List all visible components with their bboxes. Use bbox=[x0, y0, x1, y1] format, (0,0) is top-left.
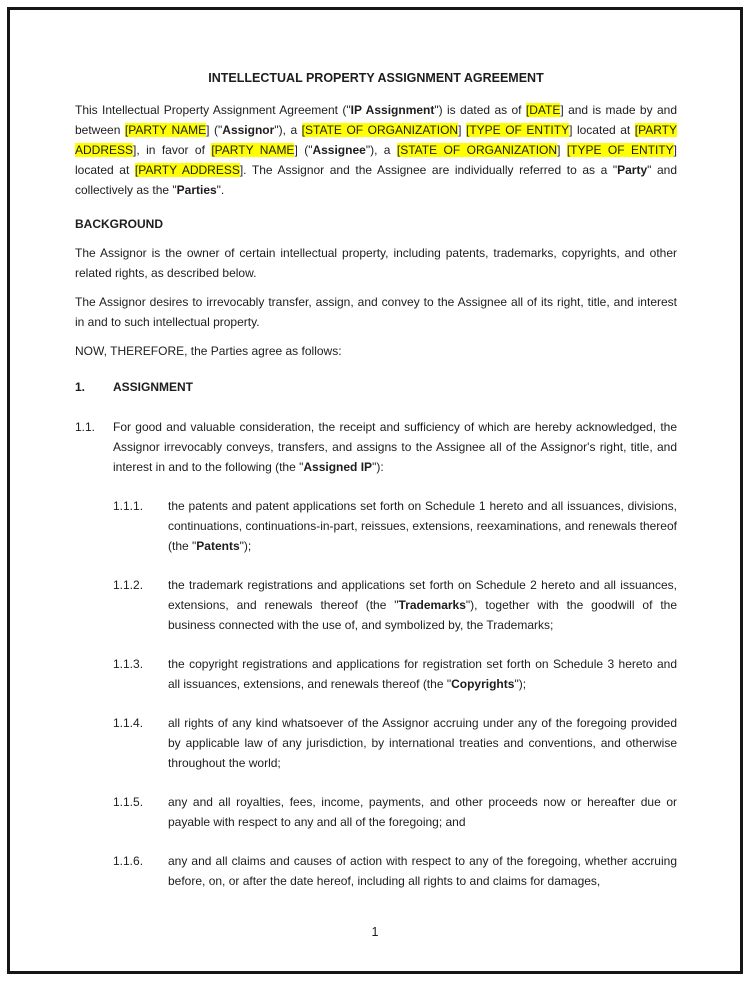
clause-text bbox=[168, 496, 677, 556]
numbered-clause bbox=[75, 417, 677, 477]
numbered-clause bbox=[113, 792, 677, 832]
text-run: the patents and patent applications set forth on Schedule 1 hereto and all issuances, divisions, continuations, continuations-in-part, reissues, extensions, reexaminations, and renewals thereof (the " bbox=[168, 499, 677, 553]
text-run: Trademarks bbox=[398, 598, 466, 612]
text-run: Party bbox=[617, 163, 648, 177]
text-run: Assigned IP bbox=[303, 460, 373, 474]
text-run: the trademark registrations and applications set forth on Schedule 2 hereto and all issuances, extensions, and renewals thereof (the " bbox=[168, 578, 677, 612]
placeholder-highlight: [PARTY NAME bbox=[211, 143, 295, 157]
text-run: ] located at bbox=[75, 143, 677, 177]
placeholder-highlight: [PARTY NAME bbox=[124, 123, 207, 137]
clause-text bbox=[168, 851, 677, 891]
text-run: "): bbox=[372, 460, 384, 474]
placeholder-highlight: [PARTY ADDRESS bbox=[134, 163, 240, 177]
text-run: IP Assignment bbox=[350, 103, 435, 117]
text-run: Assignor bbox=[222, 123, 275, 137]
numbered-clause bbox=[113, 575, 677, 635]
clause-number: 1.1.2. bbox=[113, 578, 144, 592]
placeholder-highlight: [STATE OF ORGANIZATION bbox=[301, 123, 459, 137]
text-run: ] and is made by and between bbox=[75, 103, 677, 137]
text-run: "), a bbox=[365, 143, 397, 157]
clause-text bbox=[113, 417, 677, 477]
paragraph bbox=[75, 341, 677, 361]
text-run: " and collectively as the " bbox=[75, 163, 678, 197]
section-heading: BACKGROUND bbox=[75, 217, 163, 231]
page-number: 1 bbox=[371, 925, 379, 939]
clause-number: 1. bbox=[75, 380, 86, 394]
text-run: This Intellectual Property Assignment Agreement (" bbox=[75, 103, 351, 117]
placeholder-highlight: [TYPE OF ENTITY bbox=[566, 143, 674, 157]
clause-number: 1.1. bbox=[75, 420, 96, 434]
clause-text bbox=[168, 654, 677, 694]
text-run: any and all royalties, fees, income, payments, and other proceeds now or hereafter due or payable with respect to any and all of the foregoing; and bbox=[168, 795, 677, 829]
text-run: Copyrights bbox=[451, 677, 515, 691]
paragraph bbox=[75, 100, 677, 200]
clause-number: 1.1.6. bbox=[113, 854, 144, 868]
text-run: ] bbox=[458, 123, 466, 137]
text-run: "); bbox=[239, 539, 252, 553]
placeholder-highlight: [PARTY ADDRESS bbox=[75, 123, 677, 157]
text-run: Parties bbox=[176, 183, 217, 197]
numbered-clause bbox=[113, 496, 677, 556]
text-run: For good and valuable consideration, the receipt and sufficiency of which are hereby acknowledged, the Assignor irrevocably conveys, transfers, and assigns to the Assignee all of the Assignor's right, title, and interest in and to the following (the " bbox=[113, 420, 677, 474]
clause-number: 1.1.4. bbox=[113, 716, 144, 730]
document-title: INTELLECTUAL PROPERTY ASSIGNMENT AGREEMENT bbox=[208, 71, 544, 85]
text-run: all rights of any kind whatsoever of the Assignor accruing under any of the foregoing provided by applicable law of any jurisdiction, by international treaties and conventions, and otherwise throughout the world; bbox=[168, 716, 677, 770]
text-run: ], in favor of bbox=[133, 143, 212, 157]
clause-number: 1.1.3. bbox=[113, 657, 144, 671]
text-run: The Assignor desires to irrevocably transfer, assign, and convey to the Assignee all of its right, title, and interest in and to such intellectual property. bbox=[75, 295, 677, 329]
paragraph bbox=[75, 292, 677, 332]
section-number-heading bbox=[75, 377, 677, 397]
placeholder-highlight: [TYPE OF ENTITY bbox=[465, 123, 570, 137]
clause-text bbox=[168, 713, 677, 773]
text-run: Assignee bbox=[312, 143, 366, 157]
text-run: "), together with the goodwill of the business connected with the use of, and symbolized by, the Trademarks; bbox=[168, 598, 677, 632]
text-run: Patents bbox=[196, 539, 240, 553]
text-run: ] (" bbox=[294, 143, 313, 157]
paragraph bbox=[75, 243, 677, 283]
text-run: "), a bbox=[274, 123, 302, 137]
placeholder-highlight: [DATE bbox=[525, 103, 561, 117]
document-body bbox=[75, 100, 677, 891]
text-run: the copyright registrations and applications for registration set forth on Schedule 3 hereto and all issuances, extensions, and renewals thereof (the " bbox=[168, 657, 677, 691]
text-run: NOW, THEREFORE, the Parties agree as follows: bbox=[75, 344, 342, 358]
clause-text bbox=[168, 575, 677, 635]
text-run: ". bbox=[216, 183, 225, 197]
numbered-clause bbox=[113, 851, 677, 891]
text-run: ") is dated as of bbox=[434, 103, 526, 117]
text-run: ]. The Assignor and the Assignee are individually referred to as a " bbox=[239, 163, 618, 177]
clause-text bbox=[168, 792, 677, 832]
section-heading-label: ASSIGNMENT bbox=[113, 380, 194, 394]
clause-number: 1.1.1. bbox=[113, 499, 144, 513]
numbered-clause bbox=[113, 654, 677, 694]
text-run: any and all claims and causes of action with respect to any of the foregoing, whether accruing before, on, or after the date hereof, including all rights to and claims for damages, bbox=[168, 854, 677, 888]
text-run: "); bbox=[514, 677, 527, 691]
text-run: ] bbox=[557, 143, 567, 157]
clause-number: 1.1.5. bbox=[113, 795, 144, 809]
text-run: ] located at bbox=[569, 123, 635, 137]
document-content bbox=[75, 68, 677, 910]
numbered-clause bbox=[113, 713, 677, 773]
text-run: The Assignor is the owner of certain intellectual property, including patents, trademarks, copyrights, and other related rights, as described below. bbox=[75, 246, 677, 280]
text-run: ] (" bbox=[206, 123, 223, 137]
placeholder-highlight: [STATE OF ORGANIZATION bbox=[396, 143, 558, 157]
